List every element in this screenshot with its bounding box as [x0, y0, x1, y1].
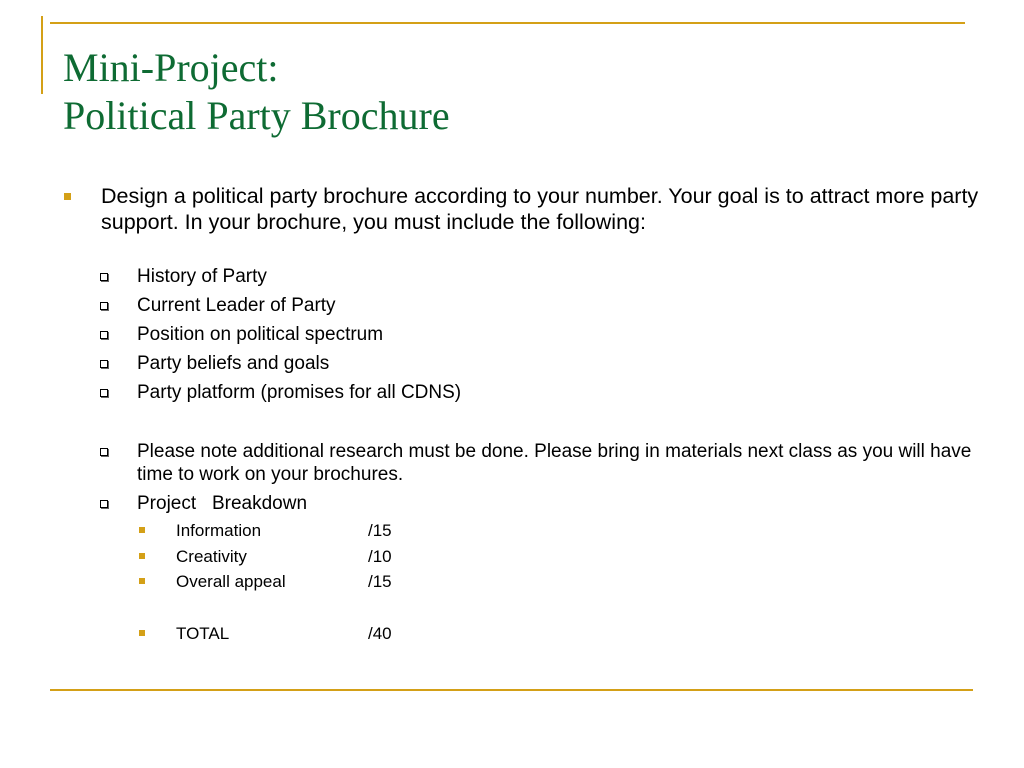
requirement-item: Party beliefs and goals [137, 353, 330, 374]
breakdown-criterion: Creativity [176, 547, 247, 566]
breakdown-heading: Project Breakdown [137, 493, 308, 514]
breakdown-row [176, 546, 392, 567]
breakdown-row [176, 571, 392, 592]
hollow-square-bullet-icon [100, 273, 108, 281]
slide-title-line-2: Political Party Brochure [63, 93, 450, 138]
square-bullet-icon [139, 553, 145, 559]
requirement-item: Position on political spectrum [137, 324, 384, 345]
breakdown-criterion: TOTAL [176, 624, 230, 643]
square-bullet-icon [139, 630, 145, 636]
breakdown-row [176, 520, 392, 541]
hollow-square-bullet-icon [100, 331, 108, 339]
square-bullet-icon [64, 193, 71, 200]
requirement-item: History of Party [137, 266, 267, 287]
breakdown-criterion: Overall appeal [176, 572, 286, 591]
hollow-square-bullet-icon [100, 500, 108, 508]
requirement-item: Party platform (promises for all CDNS) [137, 382, 462, 403]
research-note: Please note additional research must be done. Please bring in materials next class as you will have time to work on your brochures. [137, 441, 972, 485]
breakdown-score: /40 [368, 624, 392, 643]
requirement-item: Current Leader of Party [137, 295, 336, 316]
square-bullet-icon [139, 578, 145, 584]
hollow-square-bullet-icon [100, 360, 108, 368]
breakdown-row-total [176, 623, 392, 644]
intro-text: Design a political party brochure according to your number. Your goal is to attract more party support. In your brochure, you must include the following: [101, 184, 979, 234]
breakdown-criterion: Information [176, 521, 262, 540]
hollow-square-bullet-icon [100, 448, 108, 456]
slide-title-line-1: Mini-Project: [63, 45, 279, 90]
breakdown-score: /10 [368, 547, 392, 566]
hollow-square-bullet-icon [100, 389, 108, 397]
hollow-square-bullet-icon [100, 302, 108, 310]
breakdown-score: /15 [368, 572, 392, 591]
breakdown-score: /15 [368, 521, 392, 540]
square-bullet-icon [139, 527, 145, 533]
